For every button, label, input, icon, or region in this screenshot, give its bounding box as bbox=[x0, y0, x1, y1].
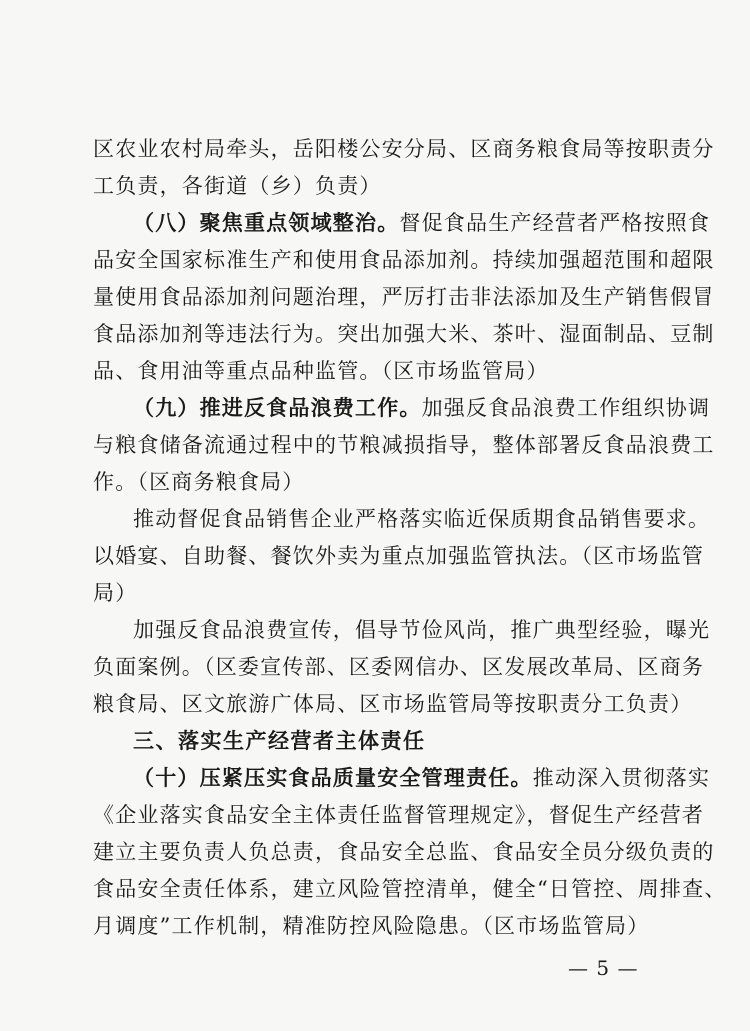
body-line-6: 食品添加剂等违法行为。突出加强大米、茶叶、湿面制品、豆制 bbox=[93, 322, 715, 346]
body-line-10: 作。（区商务粮食局） bbox=[93, 470, 305, 494]
body-line-16: 粮食局、区文旅游广体局、区市场监管局等按职责分工负责） bbox=[93, 692, 693, 716]
body-line-13: 局） bbox=[93, 581, 138, 605]
body-line-1: 区农业农村局牵头，岳阳楼公安分局、区商务粮食局等按职责分 bbox=[93, 137, 715, 161]
body-line-19: 《企业落实食品安全主体责任监督管理规定》，督促生产经营者 bbox=[93, 803, 705, 827]
body-line-22: 月调度”工作机制，精准防控风险隐患。（区市场监管局） bbox=[93, 914, 650, 938]
chapter-3-heading: 三、落实生产经营者主体责任 bbox=[133, 729, 426, 753]
body-line-14: 加强反食品浪费宣传，倡导节俭风尚，推广典型经验，曝光 bbox=[133, 618, 711, 642]
section-10-text: 推动深入贯彻落实 bbox=[532, 766, 711, 790]
body-line-12: 以婚宴、自助餐、餐饮外卖为重点加强监管执法。（区市场监管 bbox=[93, 544, 705, 568]
section-10-line bbox=[133, 763, 710, 793]
body-line-5: 量使用食品添加剂问题治理，严厉打击非法添加及生产销售假冒 bbox=[93, 285, 715, 309]
section-8-heading: （八）聚焦重点领域整治。 bbox=[133, 211, 400, 235]
page-number: — 5 — bbox=[568, 956, 639, 980]
body-line-21: 食品安全责任体系，建立风险管控清单，健全“日管控、周排查、 bbox=[93, 877, 727, 901]
section-9-text: 加强反食品浪费工作组织协调 bbox=[421, 396, 711, 420]
section-9-line bbox=[133, 393, 710, 423]
section-9-heading: （九）推进反食品浪费工作。 bbox=[133, 396, 422, 420]
body-line-15: 负面案例。（区委宣传部、区委网信办、区发展改革局、区商务 bbox=[93, 655, 705, 679]
body-line-2: 工负责，各街道（乡）负责） bbox=[93, 174, 382, 198]
body-line-9: 与粮食储备流通过程中的节粮减损指导，整体部署反食品浪费工 bbox=[93, 433, 715, 457]
body-line-7: 品、食用油等重点品种监管。（区市场监管局） bbox=[93, 359, 549, 383]
body-line-4: 品安全国家标准生产和使用食品添加剂。持续加强超范围和超限 bbox=[93, 248, 715, 272]
body-line-20: 建立主要负责人负总责，食品安全总监、食品安全员分级负责的 bbox=[93, 840, 715, 864]
section-8-line bbox=[133, 208, 710, 238]
section-10-heading: （十）压紧压实食品质量安全管理责任。 bbox=[133, 766, 533, 790]
body-line-11: 推动督促食品销售企业严格落实临近保质期食品销售要求。 bbox=[133, 507, 711, 531]
section-8-text: 督促食品生产经营者严格按照食 bbox=[399, 211, 711, 235]
